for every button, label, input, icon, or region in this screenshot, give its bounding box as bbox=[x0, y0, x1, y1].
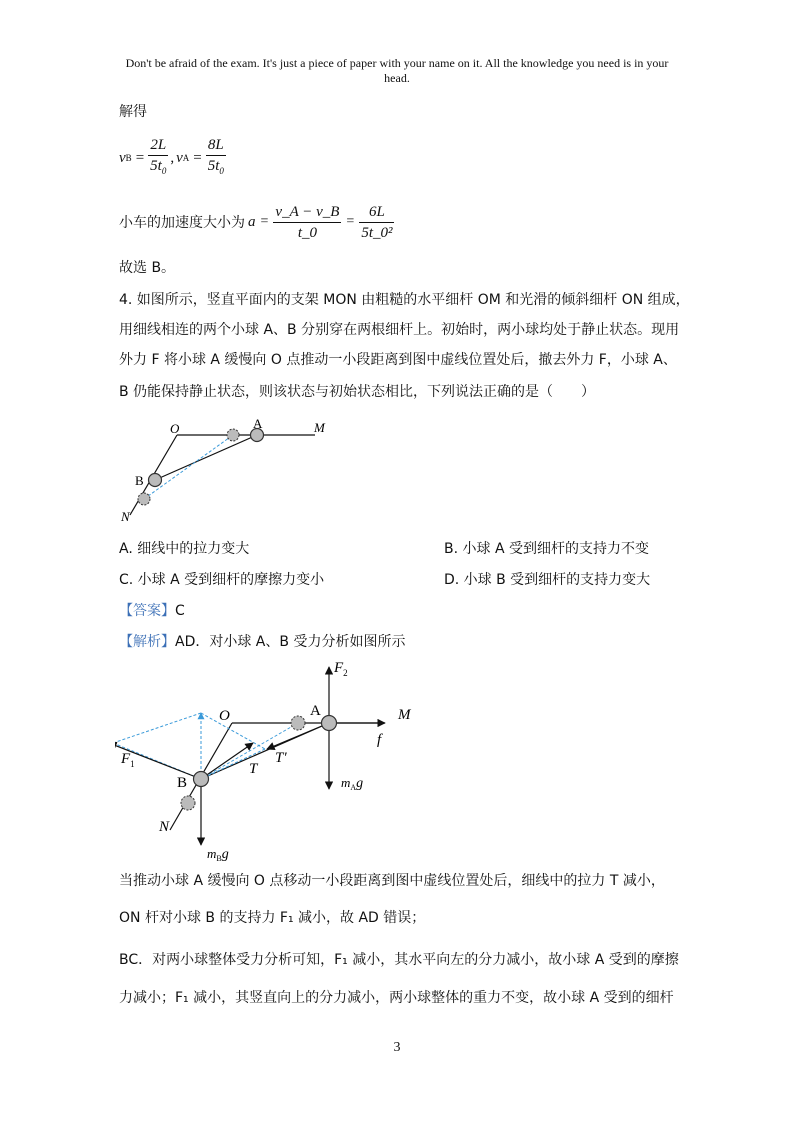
answer-tag: 【答案】 bbox=[119, 603, 175, 619]
vB-fraction bbox=[148, 135, 168, 181]
acceleration-text: 小车的加速度大小为 bbox=[119, 215, 245, 231]
question-line-4: B 仍能保持静止状态，则该状态与初始状态相比，下列说法正确的是（ ） bbox=[119, 384, 596, 400]
label-f: f bbox=[377, 732, 382, 748]
label-mBg: $m_Bg$ bbox=[207, 846, 229, 863]
page-header bbox=[120, 56, 674, 86]
label-M: M bbox=[314, 420, 325, 435]
option-C: C. 小球 A 受到细杆的摩擦力变小 bbox=[119, 572, 325, 588]
accel-denominator: t_0 bbox=[297, 224, 317, 241]
analysis-text: AD．对小球 A、B 受力分析如图所示 bbox=[175, 634, 406, 650]
a-symbol: a bbox=[248, 213, 256, 230]
label-B: B bbox=[177, 775, 188, 791]
label-T-prime: T′ bbox=[275, 750, 287, 766]
explain-line-2: ON 杆对小球 B 的支持力 F₁ 减小，故 AD 错误； bbox=[119, 910, 426, 926]
header-line-1: Don't be afraid of the exam. It's just a piece of paper with your name on it. All the knowledge you need is in your bbox=[125, 56, 669, 70]
answer-value: C bbox=[175, 603, 185, 619]
label-O: O bbox=[170, 421, 180, 436]
vB-denominator: 5t bbox=[150, 158, 162, 174]
vB-subscript: B bbox=[125, 153, 132, 163]
accel-fraction-1 bbox=[273, 202, 341, 243]
label-F2: $F_2$ bbox=[334, 660, 348, 678]
question-line-3: 外力 F 将小球 A 缓慢向 O 点推动一小段距离到图中虚线位置处后，撤去外力 F，小球 A、 bbox=[119, 352, 677, 368]
ball-B bbox=[194, 772, 209, 787]
accel-fraction-2 bbox=[359, 202, 394, 243]
label-mAg: $m_Ag$ bbox=[341, 775, 364, 792]
ball-A-moved bbox=[227, 429, 239, 441]
analysis-line bbox=[119, 632, 405, 652]
answer-line bbox=[119, 601, 185, 621]
label-O: O bbox=[219, 708, 230, 724]
force-diagram bbox=[115, 655, 425, 867]
question-line-1: 4. 如图所示，竖直平面内的支架 MON 由粗糙的水平细杆 OM 和光滑的倾斜细杆 ON 组成， bbox=[119, 292, 690, 308]
label-N: N bbox=[121, 509, 130, 524]
question-line-2: 用细线相连的两个小球 A、B 分别穿在两根细杆上。初始时，两小球均处于静止状态。现用 bbox=[119, 322, 680, 338]
label-M: M bbox=[398, 707, 411, 723]
header-line-2: head. bbox=[384, 71, 410, 85]
page-number: 3 bbox=[393, 1040, 401, 1055]
label-F1: $F_1$ bbox=[121, 751, 135, 769]
ball-A-moved bbox=[291, 716, 305, 730]
explain-line-1: 当推动小球 A 缓慢向 O 点移动一小段距离到图中虚线位置处后，细线中的拉力 T 减小， bbox=[119, 873, 665, 889]
label-T: T bbox=[249, 761, 258, 777]
vA-numerator: 8L bbox=[206, 135, 226, 156]
accel-denominator-2: 5t_0² bbox=[361, 224, 393, 241]
label-N: N bbox=[159, 819, 170, 835]
string-dashed bbox=[144, 435, 233, 499]
solve-label: 解得 bbox=[119, 104, 147, 120]
vB-numerator: 2L bbox=[148, 135, 168, 156]
acceleration-equation: 小车的加速度大小为 a = $\frac{v\_A - v\_B}{t\_0}$ = $\frac{6L}{\text{5t\_0²}}$ bbox=[119, 203, 393, 241]
analysis-tag: 【解析】 bbox=[119, 634, 175, 650]
ball-B-moved bbox=[138, 493, 150, 505]
accel-numerator: v_A − v_B bbox=[273, 202, 341, 223]
explain-line-3: BC．对两小球整体受力分析可知，F₁ 减小，其水平向左的分力减小，故小球 A 受到的摩擦 bbox=[119, 952, 679, 968]
option-D: D. 小球 B 受到细杆的支持力变大 bbox=[444, 572, 651, 588]
label-B: B bbox=[135, 473, 144, 488]
force-T bbox=[201, 743, 253, 779]
velocity-equation: v B = $\frac{2L}{5t_0}$ , v A = $\frac{8L}{5t_0}$ bbox=[119, 136, 226, 180]
explain-line-4: 力减小；F₁ 减小，其竖直向上的分力减小，两小球整体的重力不变，故小球 A 受到的细杆 bbox=[119, 990, 674, 1006]
option-A: A. 细线中的拉力变大 bbox=[119, 541, 250, 557]
t0-subscript: 0 bbox=[161, 166, 167, 176]
vA-subscript: A bbox=[182, 153, 190, 163]
label-A: A bbox=[253, 416, 263, 431]
bracket-figure bbox=[115, 415, 340, 525]
vA-fraction bbox=[206, 135, 226, 181]
vB-symbol: v bbox=[119, 149, 126, 166]
vA-symbol: v bbox=[176, 149, 183, 166]
ball-A bbox=[322, 716, 337, 731]
string-AB bbox=[155, 435, 257, 480]
label-A: A bbox=[310, 703, 321, 719]
accel-numerator-2: 6L bbox=[359, 202, 394, 223]
t0-subscript: 0 bbox=[219, 166, 224, 176]
choose-answer: 故选 B。 bbox=[119, 260, 176, 276]
ball-B-moved bbox=[181, 796, 195, 810]
vA-denominator: 5t bbox=[207, 158, 220, 174]
ball-B bbox=[149, 474, 162, 487]
option-B: B. 小球 A 受到细杆的支持力不变 bbox=[444, 541, 649, 557]
